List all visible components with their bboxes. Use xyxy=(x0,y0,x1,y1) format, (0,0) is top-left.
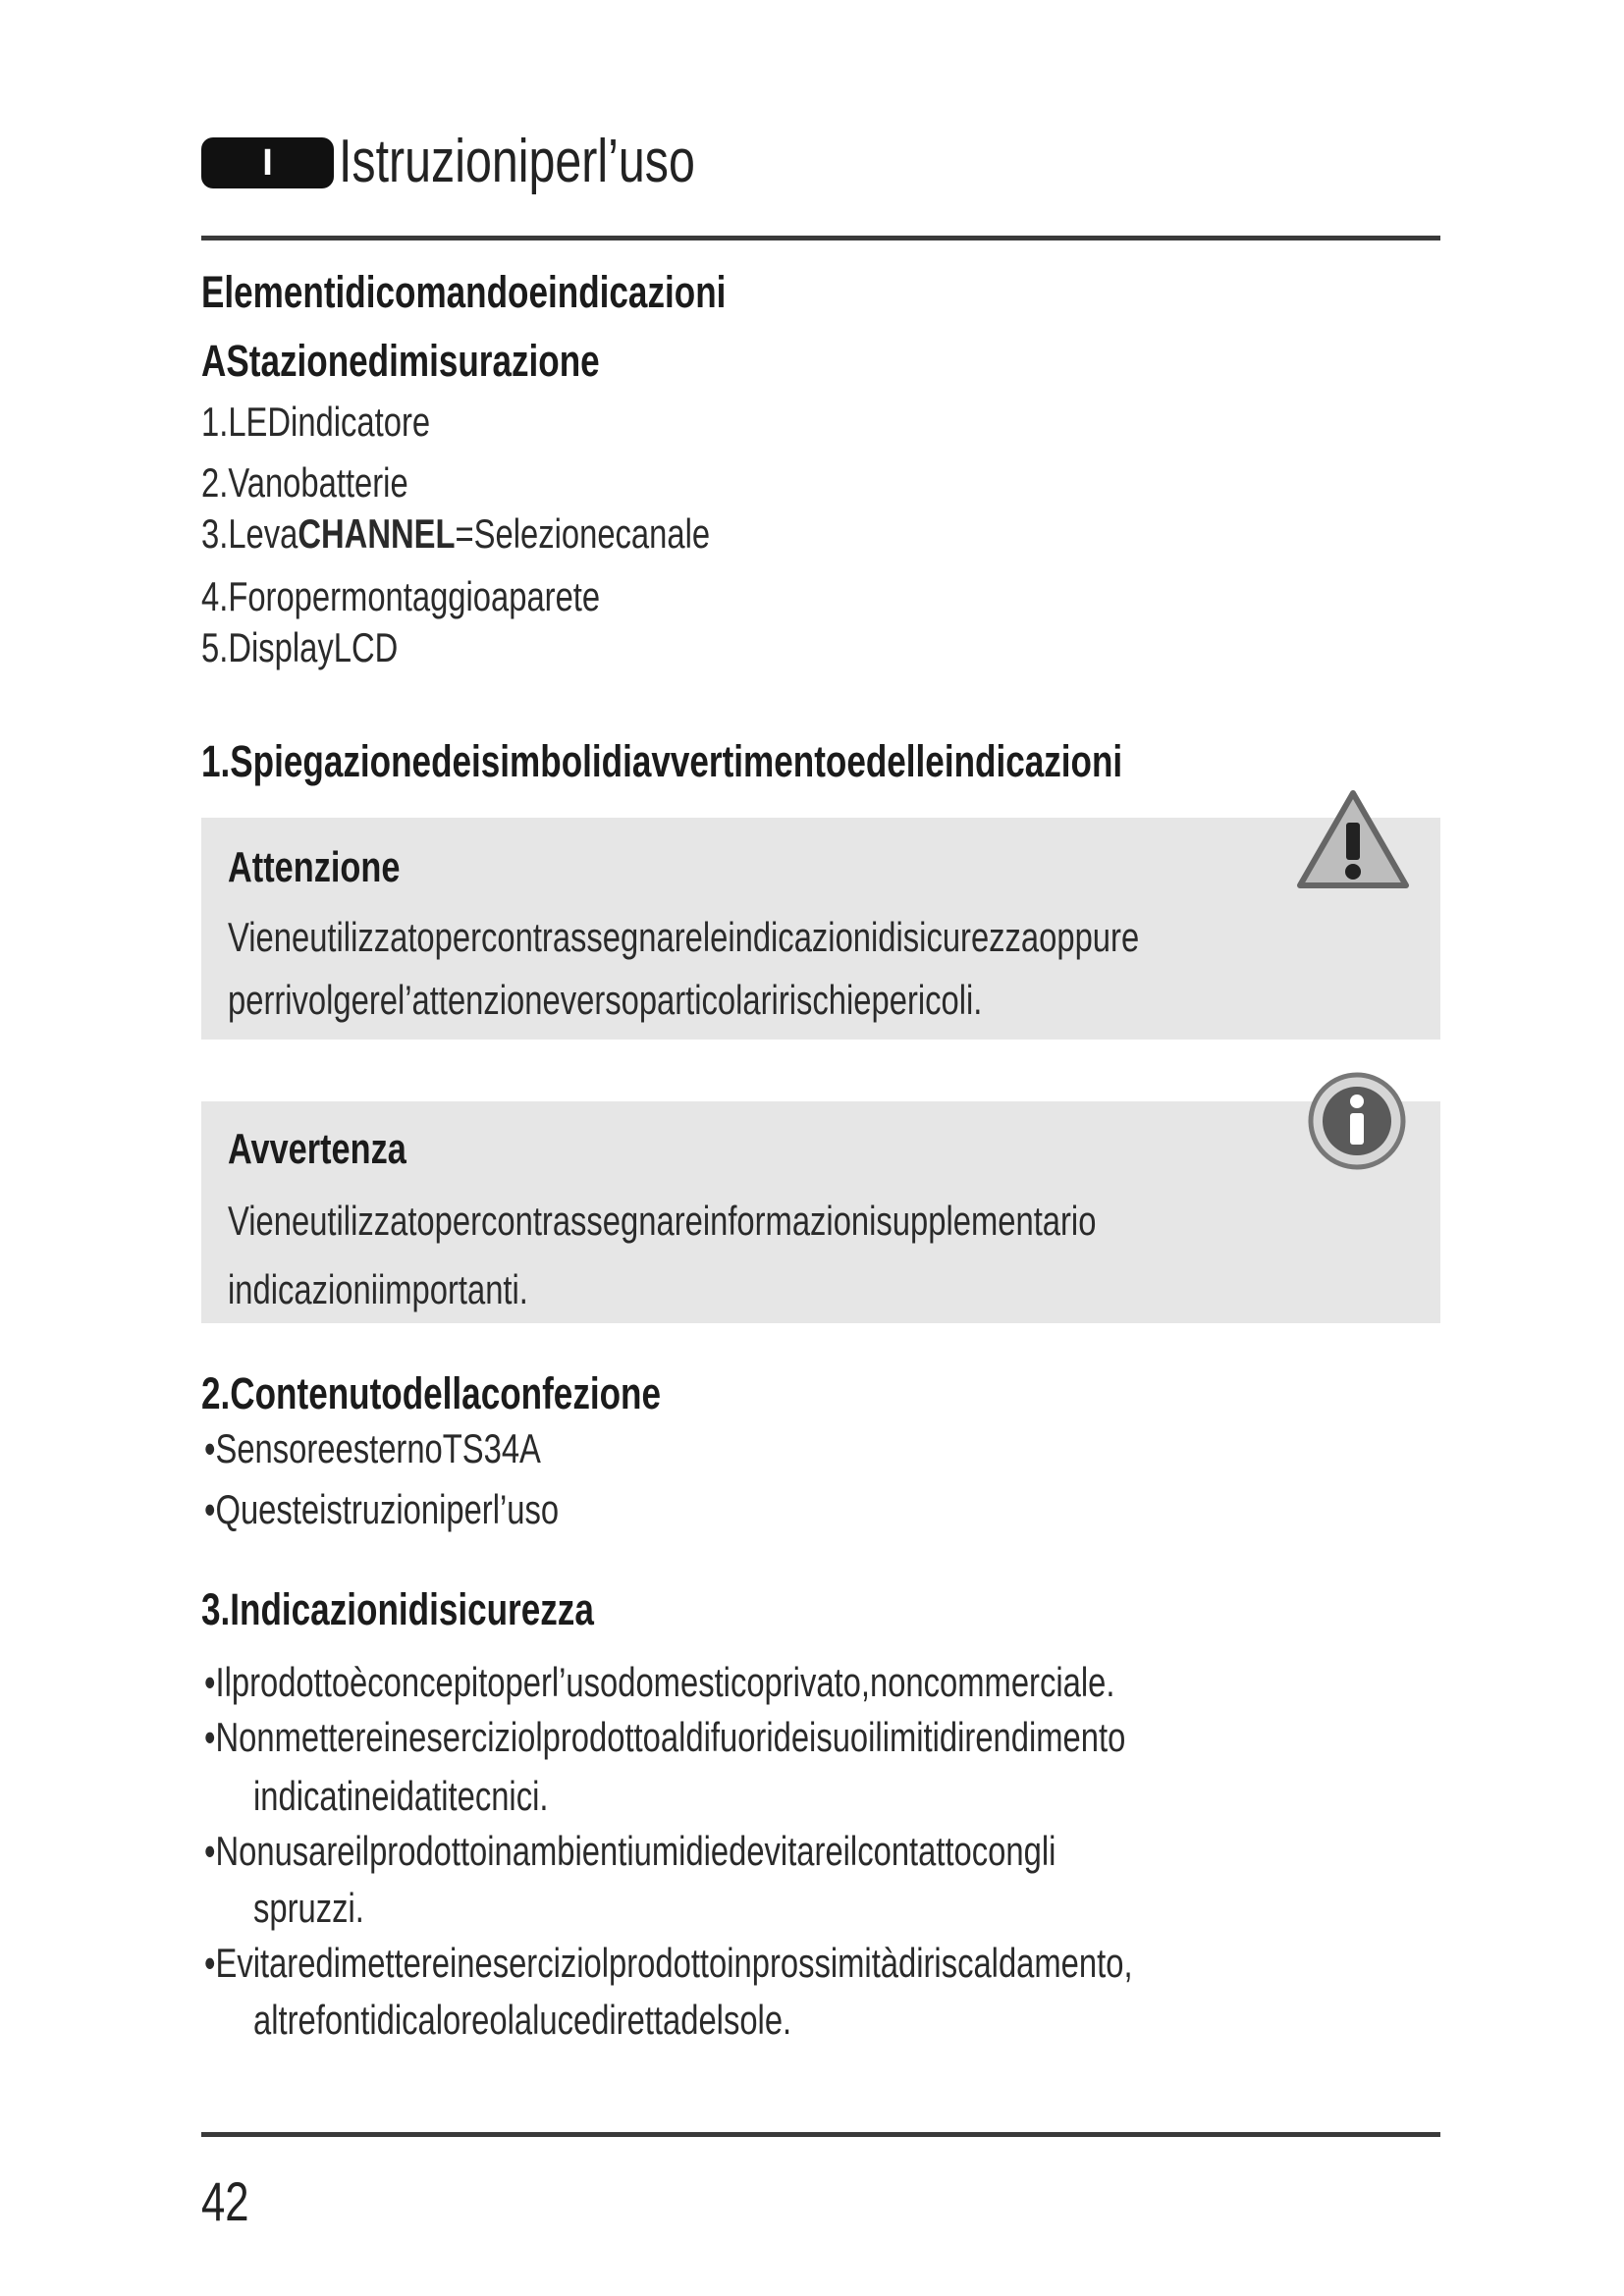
page-number: 42 xyxy=(201,2170,249,2232)
note-text-line: indicazioniimportanti. xyxy=(228,1266,528,1312)
channel-label: CHANNEL xyxy=(298,510,456,557)
section-1-heading: 1.Spiegazionedeisimbolidiavvertimentoedelleindicazioni xyxy=(201,736,1123,786)
page-title: Istruzioniperl’uso xyxy=(339,128,695,195)
note-title: Avvertenza xyxy=(228,1125,406,1173)
list-item: 4.Foropermontaggioaparete xyxy=(201,573,601,619)
warning-text-line: Vieneutilizzatopercontrassegnareleindicazionidisicurezzaoppure xyxy=(228,914,1140,960)
list-item-continuation: spruzzi. xyxy=(253,1885,364,1931)
list-item: •Nonusareilprodottoinambientiumidiedevitareilcontattocongli xyxy=(204,1828,1056,1874)
warning-box xyxy=(201,818,1440,1040)
note-text-line: Vieneutilizzatopercontrassegnareinformazionisupplementario xyxy=(228,1198,1097,1244)
list-item-continuation: altrefontidicaloreolalucedirettadelsole. xyxy=(253,1997,792,2043)
info-icon xyxy=(1306,1070,1408,1172)
section-2-heading: 2.Contenutodellaconfezione xyxy=(201,1368,662,1418)
warning-text-line: perrivolgerel’attenzioneversoparticolaririschiepericoli. xyxy=(228,977,983,1023)
note-box xyxy=(201,1101,1440,1323)
list-item: 2.Vanobatterie xyxy=(201,459,408,506)
list-item: 5.DisplayLCD xyxy=(201,624,399,670)
list-item-continuation: indicatineidatitecnici. xyxy=(253,1773,549,1819)
list-item: •Questeistruzioniperl’uso xyxy=(204,1486,560,1532)
footer-divider xyxy=(201,2132,1440,2137)
header-divider xyxy=(201,236,1440,240)
warning-title: Attenzione xyxy=(228,843,401,891)
list-item: •SensoreesternoTS34A xyxy=(204,1425,541,1471)
list-item: •Evitaredimettereineserciziolprodottoinprossimitàdiriscaldamento, xyxy=(204,1940,1133,1986)
measuring-station-heading: AStazionedimisurazione xyxy=(201,336,600,386)
controls-heading: Elementidicomandoeindicazioni xyxy=(201,267,727,317)
section-3-heading: 3.Indicazionidisicurezza xyxy=(201,1584,594,1634)
list-item: •Ilprodottoèconcepitoperl’usodomesticoprivato,noncommerciale. xyxy=(204,1659,1115,1705)
language-badge: I xyxy=(201,137,334,188)
list-item: •Nonmettereineserciziolprodottoaldifuorideisuoilimitidirendimento xyxy=(204,1714,1126,1760)
list-item: 1.LEDindicatore xyxy=(201,399,431,445)
list-item: 3.LevaCHANNEL=Selezionecanale xyxy=(201,510,711,557)
warning-triangle-icon xyxy=(1294,787,1412,895)
